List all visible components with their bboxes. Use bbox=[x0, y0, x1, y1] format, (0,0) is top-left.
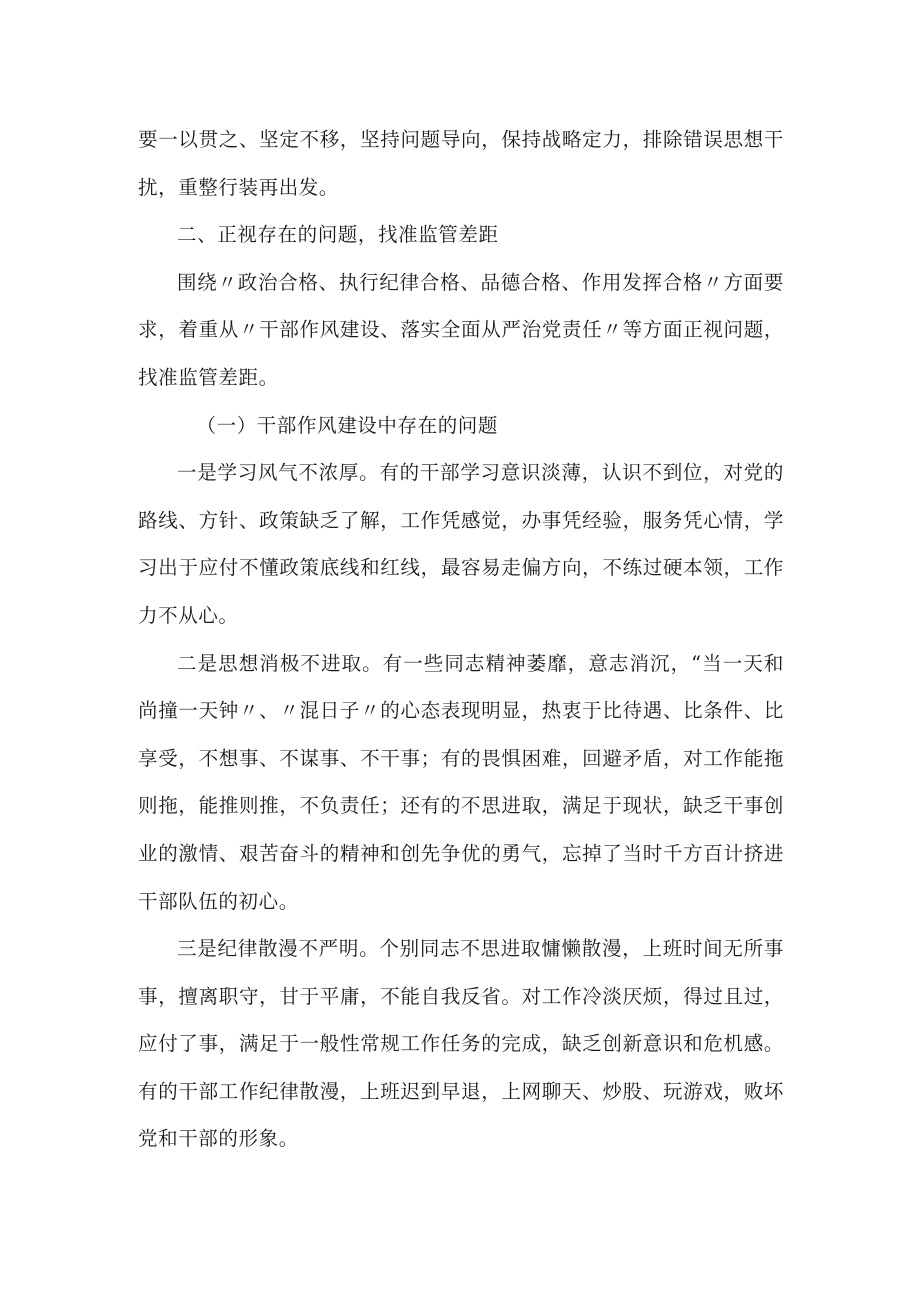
paragraph-intro: 围绕〃政治合格、执行纪律合格、品德合格、作用发挥合格〃方面要求，着重从〃干部作风建设、落实全面从严治党责任〃等方面正视问题，找准监管差距。 bbox=[138, 270, 784, 389]
paragraph-continuation: 要一以贯之、坚定不移，坚持问题导向，保持战略定力，排除错误思想干扰，重整行装再出发。 bbox=[138, 128, 784, 199]
subsection-heading: （一）干部作风建设中存在的问题 bbox=[196, 413, 499, 437]
paragraph-discipline: 三是纪律散漫不严明。个别同志不思进取慵懒散漫，上班时间无所事事，擅离职守，甘于平庸，不能自我反省。对工作冷淡厌烦，得过且过，应付了事，满足于一般性常规工作任务的完成，缺乏创新意识和危机感。有的干部工作纪律散漫，上班迟到早退，上网聊天、炒股、玩游戏，败坏党和干部的形象。 bbox=[138, 937, 784, 1151]
document-body bbox=[138, 116, 784, 1163]
section-heading: 二、正视存在的问题，找准监管差距 bbox=[177, 223, 499, 247]
paragraph-thinking: 二是思想消极不进取。有一些同志精神萎靡，意志消沉，“当一天和尚撞一天钟〃、〃混日子〃的心态表现明显，热衷于比待遇、比条件、比享受，不想事、不谋事、不干事；有的畏惧困难，回避矛盾，对工作能拖则拖，能推则推，不负责任；还有的不思进取，满足于现状，缺乏干事创业的激情、艰苦奋斗的精神和创先争优的勇气，忘掉了当时千方百计挤进干部队伍的初心。 bbox=[138, 651, 784, 913]
paragraph-study: 一是学习风气不浓厚。有的干部学习意识淡薄，认识不到位，对党的路线、方针、政策缺乏了解，工作凭感觉，办事凭经验，服务凭心情，学习出于应付不懂政策底线和红线，最容易走偏方向，不练过硬本领，工作力不从心。 bbox=[138, 461, 784, 627]
